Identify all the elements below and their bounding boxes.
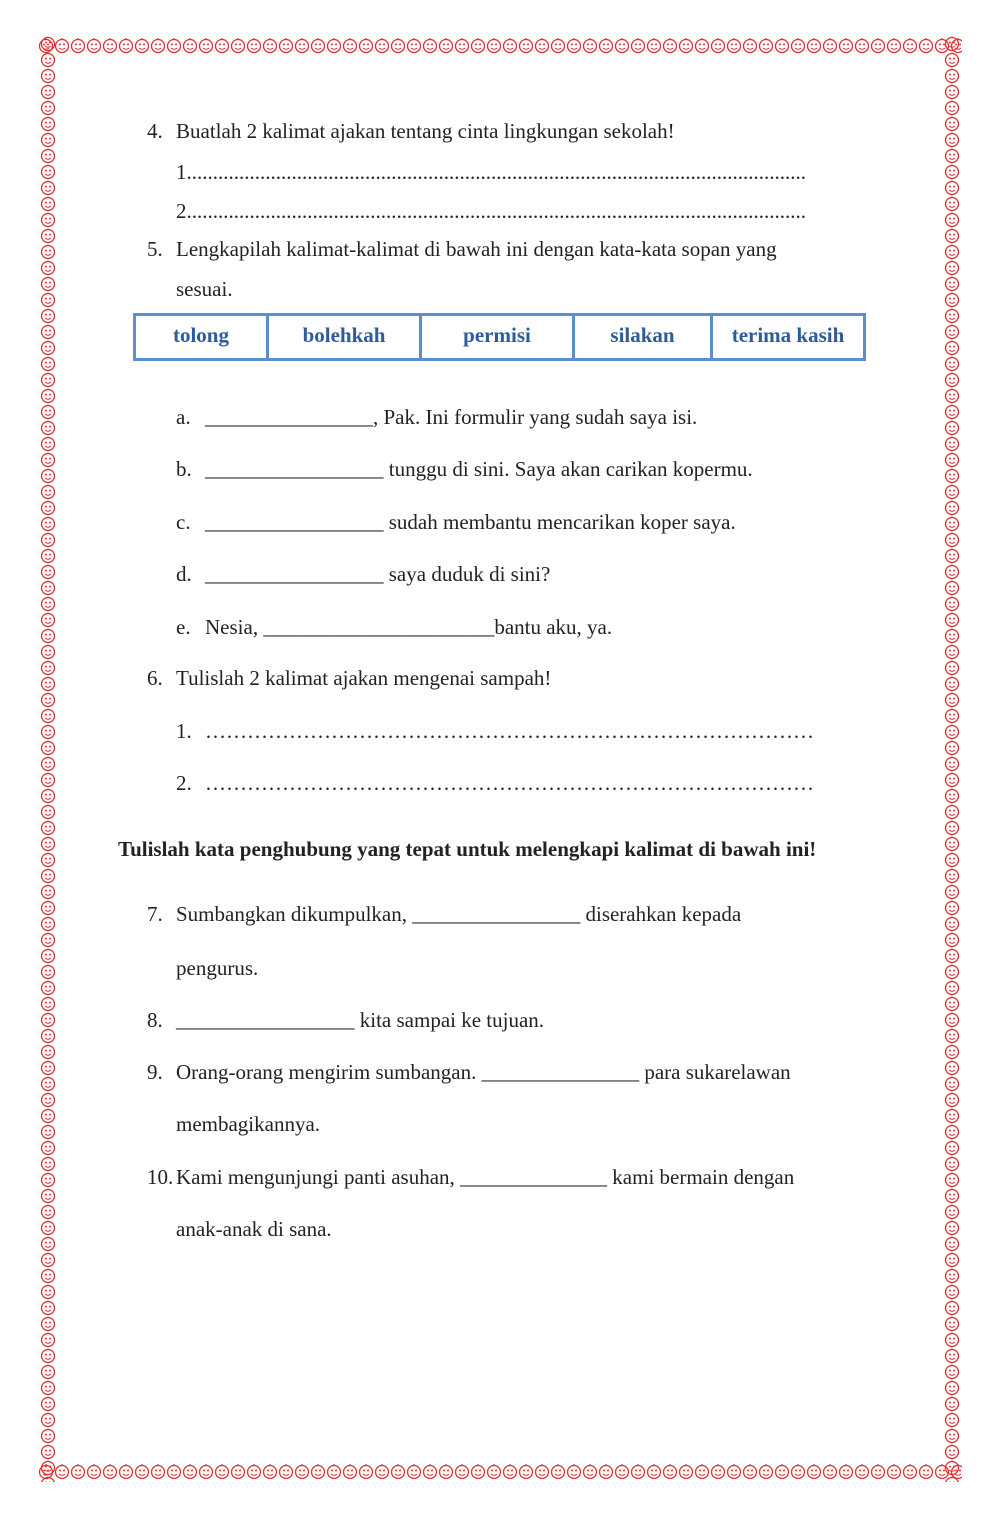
q5-item-text[interactable]: ________________, Pak. Ini formulir yang sudah saya isi. [205,405,698,429]
q8-text[interactable]: _________________ kita sampai ke tujuan. [176,1008,545,1032]
word-choice-cell: bolehkah [268,315,421,360]
q5-item-label: b. [176,457,192,481]
word-choice-cell: terima kasih [712,315,865,360]
q10-text-line-1[interactable]: Kami mengunjungi panti asuhan, ______________ kami bermain dengan [176,1165,795,1189]
page-border-bottom [38,1462,962,1482]
q10-number: 10. [147,1165,174,1189]
q6-item-label: 1. [176,719,192,743]
word-choice-cell: silakan [574,315,712,360]
q9-text-line-2: membagikannya. [176,1112,321,1136]
word-choice-cell: tolong [135,315,268,360]
q6-answer-line[interactable]: …………………………………………………………………………… [205,719,814,743]
page-border-top [38,36,962,56]
q9-number: 9. [147,1060,163,1084]
q6-text: Tulislah 2 kalimat ajakan mengenai sampah! [176,666,552,690]
page-border-left [38,36,58,1482]
q6-answer-line[interactable]: …………………………………………………………………………… [205,771,814,795]
q6-number: 6. [147,666,163,690]
q7-text-line-1[interactable]: Sumbangkan dikumpulkan, ________________ diserahkan kepada [176,902,742,926]
q4-text: Buatlah 2 kalimat ajakan tentang cinta lingkungan sekolah! [176,119,675,143]
q4-answer-line-1[interactable]: 1...................................................................................................................... [176,160,806,184]
q5-item-text[interactable]: _________________ sudah membantu mencarikan koper saya. [205,510,736,534]
q5-item-text[interactable]: Nesia, ______________________bantu aku, ya. [205,615,613,639]
q7-number: 7. [147,902,163,926]
q5-item-label: a. [176,405,191,429]
q5-item-text[interactable]: _________________ saya duduk di sini? [205,562,551,586]
q5-item-label: c. [176,510,191,534]
q4-answer-line-2[interactable]: 2...................................................................................................................... [176,199,806,223]
q8-number: 8. [147,1008,163,1032]
q5-text-line-1: Lengkapilah kalimat-kalimat di bawah ini dengan kata-kata sopan yang [176,237,777,261]
q7-text-line-2: pengurus. [176,956,259,980]
q5-text-line-2: sesuai. [176,277,233,301]
q10-text-line-2: anak-anak di sana. [176,1217,332,1241]
q5-number: 5. [147,237,163,261]
section-heading: Tulislah kata penghubung yang tepat untuk melengkapi kalimat di bawah ini! [118,837,817,861]
word-choice-cell: permisi [421,315,574,360]
page-border-right [942,36,962,1482]
q5-item-text[interactable]: _________________ tunggu di sini. Saya akan carikan kopermu. [205,457,753,481]
q6-item-label: 2. [176,771,192,795]
q5-item-label: d. [176,562,192,586]
word-choice-table [133,313,866,361]
q9-text-line-1[interactable]: Orang-orang mengirim sumbangan. _______________ para sukarelawan [176,1060,791,1084]
q5-item-label: e. [176,615,191,639]
q4-number: 4. [147,119,163,143]
